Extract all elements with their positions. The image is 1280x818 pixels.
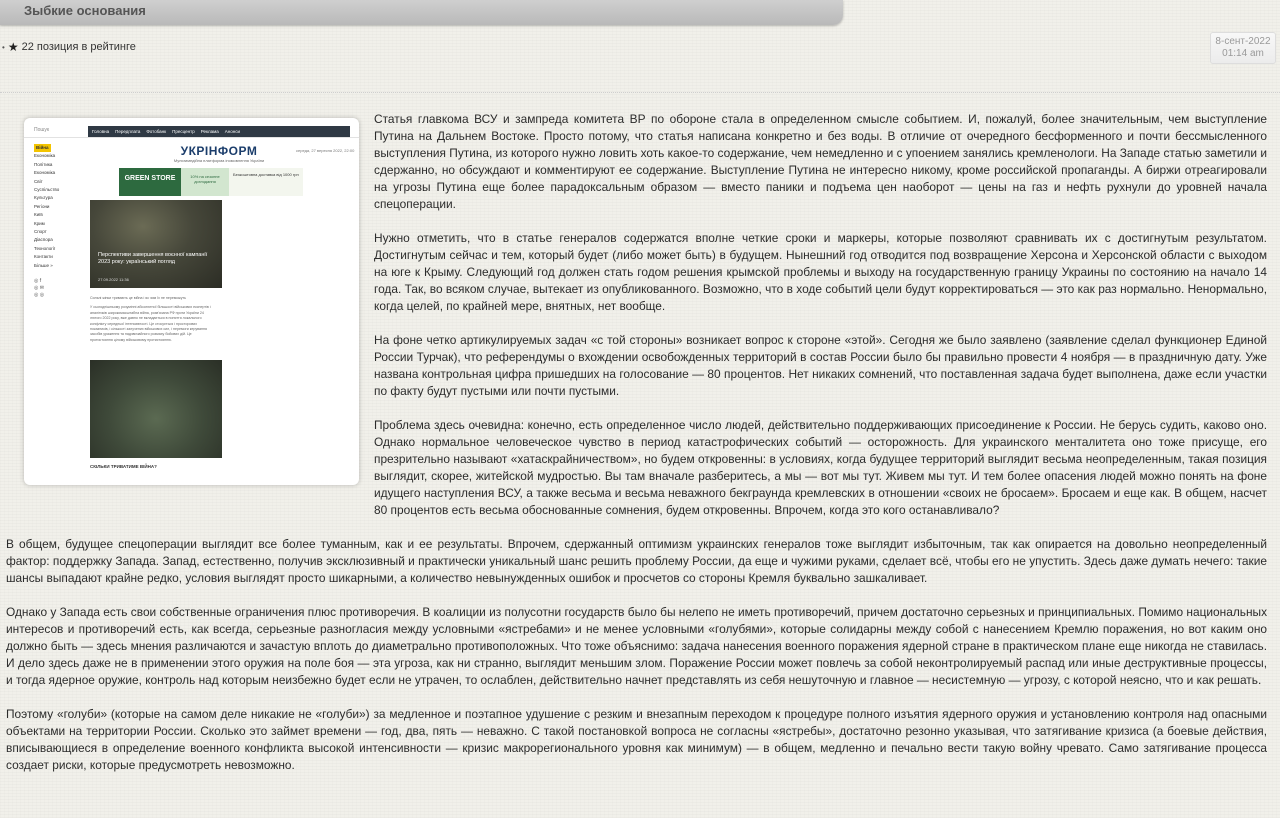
star-icon: ★ bbox=[7, 40, 19, 54]
image-ad-brand: GREEN STORE bbox=[119, 168, 181, 196]
image-text-line: лютого 2022 року, вже давно не вкладається в поняття локального bbox=[90, 316, 202, 321]
image-sidebar-item: Суспільство bbox=[34, 187, 60, 193]
divider bbox=[0, 92, 1280, 93]
image-nav-item: Анонси bbox=[224, 129, 241, 134]
rating bbox=[2, 40, 136, 54]
image-text-line: засобів ураження та надзвичайного розмаху бойових дій. Це bbox=[90, 332, 192, 337]
image-social-icons: ◎ f ◎ ✉ ◎ ◎ bbox=[34, 278, 45, 298]
article-body bbox=[6, 111, 1267, 791]
image-photo2-caption: СКІЛЬКИ ТРИВАТИМЕ ВІЙНА? bbox=[90, 464, 157, 469]
image-spacer bbox=[6, 111, 374, 503]
article-paragraph: Однако у Запада есть свои собственные ограничения плюс противоречия. В коалиции из полусотни государств было бы нелепо не иметь противоречий, причем достаточно серьезных и принципиальных. Помимо национальных интересов и противоречий есть, как всегда, серьезные разногласия между условными «ястребами» и не менее условными «голубями», которые солидарны между собой с нанесением Кремлю поражения, но вот каким оно должно быть — здесь мнения различаются и зачастую вплоть до диаметрально противоположных. Что тоже объяснимо: задача нанесения военного поражения ядерной стране в практическом плане еще никогда не ставилась. И дело здесь даже не в применении этого оружия на поле боя — эта угроза, как ни странно, выглядит меньшим злом. Поражение России может повлечь за собой неконтролируемый распад или иные деструктивные процессы, и тогда ядерное оружие, контроль над которым неизбежно будет если не утрачен, то ослаблен, действительно начнет представлять из себя нешуточную и главное — несистемную — угрозу, с которой неясно, что и как решать. bbox=[6, 605, 1268, 687]
image-nav-item: Передплата bbox=[115, 129, 141, 134]
title-bar bbox=[0, 0, 843, 25]
image-search: Пошук bbox=[34, 127, 50, 133]
image-intro: Сильні жінки тривають це війна і як чим їх не переможуть bbox=[90, 296, 187, 300]
article-paragraph: На фоне четко артикулируемых задач «с той стороны» возникает вопрос к стороне «этой». Сегодня же было заявлено (заявление сделал функционер Единой России Турчак), что референдумы о вхождении освобожденных территорий в состав России было бы правильно провести 4 ноября — в праздничную дату. Уже названа контрольная цифра пришедших на голосование — 80 процентов. Нет никаких сомнений, что поставленная задача будет выполнена, даже если участки по факту будут пустыми или почти пустыми. bbox=[374, 333, 1267, 398]
image-sidebar-item: Діаспора bbox=[34, 237, 53, 243]
article-paragraph: Проблема здесь очевидна: конечно, есть определенное число людей, действительно поддерживающих присоединение к России. Не берусь судить, каково оно. Однако нормальное человеческое чувство в период катастрофических событий — осторожность. Для украинского менталитета оно тоже присуще, его презрительно называют «хатаскрайничеством», но будем откровенны: в условиях, когда будущее территорий выглядит весьма неопределенным, такая позиция выглядит, скорее, житейской мудростью. Вы там вначале разберитесь, а мы — вот мы тут. Живем мы тут. И тем более опасения людей можно понять на фоне идущего наступления ВСУ, а также весьма и весьма неважного бекграунда кремлевских в отношении «своих не бросаем». Бросаем и еще как. В общем, насчет 80 процентов есть весьма обоснованные сомнения, будем откровенны. Впрочем, когда это кого останавливало? bbox=[374, 418, 1267, 517]
image-nav-item: Фотобанк bbox=[146, 129, 167, 134]
image-nav-item: Реклама bbox=[200, 129, 219, 134]
image-sidebar-item: Контакти bbox=[34, 254, 53, 260]
image-sidebar-item: Крим bbox=[34, 220, 45, 226]
image-nav-item: Пресцентр bbox=[172, 129, 195, 134]
post-date-day: 8-сент-2022 bbox=[1215, 36, 1271, 47]
image-ad-middle: 10% на сезонне доглядання bbox=[181, 168, 229, 196]
image-sidebar-item: Київ bbox=[34, 212, 43, 218]
image-sidebar-item: Політика bbox=[34, 161, 53, 167]
image-sidebar-item: Регіони bbox=[34, 203, 50, 209]
page-title: Зыбкие основания bbox=[24, 3, 146, 18]
article-paragraph: В общем, будущее спецоперации выглядит все более туманным, как и ее результаты. Впрочем, сдержанный оптимизм украинских генералов тоже выглядит избыточным, так как опирается на довольно неопределенный фактор: поддержку Запада. Запад, естественно, получив эксклюзивный и практически уникальный шанс решить проблему России, да еще и чужими руками, сделает всё, чтобы его не упустить. Здесь даже думать нечего: такие шансы выпадают крайне редко, условия выглядят просто шикарными, а количество невынужденных ошибок и просчетов со стороны Кремля буквально зашкаливает. bbox=[6, 537, 1267, 585]
image-sidebar-item: Економіка bbox=[34, 170, 56, 176]
rating-text: 22 позиция в рейтинге bbox=[21, 41, 136, 53]
image-photo-date: 27.09.2022 11:36 bbox=[98, 277, 129, 282]
article-paragraph: Статья главкома ВСУ и зампреда комитета ВР по обороне стала в определенном смысле событием. И, пожалуй, более значительным, чем выступление Путина на Дальнем Востоке. Просто потому, что статья написана конкретно и без воды. В отличие от очередного бесформенного и почти бессмысленного выступления Путина, из которого нужно ловить хоть какое-то содержание, чем немедленно и с упоением занялись кремленологи. На Западе статью заметили и сдержанно, но обсуждают и комментируют ее содержание. Выступление Путина не интересно никому, кроме российской пропаганды. А биржи отреагировали на угрозы Путина еще более парадоксальным образом — вместо паники и подъема цен наоборот — цены на газ и нефть рухнули до уровней начала спецоперации. bbox=[374, 112, 1267, 211]
bullet-dot: • bbox=[2, 42, 5, 52]
article-paragraph: Нужно отметить, что в статье генералов содержатся вполне четкие сроки и маркеры, которые позволяют сравнивать их с достигнутым результатом. Достигнутым сейчас и тем, который будет (либо может быть) в будущем. Нынешний год отводится под возвращение Херсона и Херсонской области с выходом на юге к Крыму. Следующий год должен стать годом решения крымской проблемы и выходу на государственную границу Украины по состоянию на начало 14 года. Так, во всяком случае, вытекает из опубликованного. Возможно, что в ходе событий цели будут корректироваться — это как раз нормально. Ненормально, когда целей, по крайней мере, внятных, нет вообще. bbox=[374, 231, 1267, 313]
image-sidebar-item: Економіка bbox=[34, 153, 56, 159]
post-date-time: 01:14 am bbox=[1222, 48, 1264, 59]
image-tagline: Мультимедійна платформа іномовлення України bbox=[173, 158, 265, 163]
image-sidebar-item: Спорт bbox=[34, 229, 47, 235]
image-sidebar-item: Культура bbox=[34, 195, 53, 201]
image-ad-right: Безкоштовна доставка від 1000 грн bbox=[229, 168, 303, 196]
image-text-line: протистояння цілому військовому протистоянню. bbox=[90, 337, 172, 342]
image-text-line: У сьогоднішньому розумінні абсолютної більшості військових експертів і bbox=[90, 305, 211, 310]
image-text-line: конфлікту середньої інтенсивності. Це стосується і просторових bbox=[90, 321, 198, 326]
image-nav-item: Головна bbox=[92, 129, 110, 134]
article-paragraph: Поэтому «голуби» (которые на самом деле никакие не «голуби») за медленное и поэтапное удушение с резким и внезапным переходом к процедуре полного изъятия ядерного оружия и установлению контроля над опасными объектами на территории России. Сколько это займет времени — год, два, пять — неважно. С такой постановкой вопроса не согласны «ястребы», достаточно резонно указывая, что затягивание кризиса (а боевые действия, вписывающиеся в определение военного конфликта высокой интенсивности — кризис макрорегионального уровня как минимум) — в общем, медленно и печально вести такую войну чревато. Само затягивание процесса создает риски, которые предусмотреть невозможно. bbox=[6, 707, 1267, 772]
image-text-line: показників, і кількості залучених військових сил, і перемоги керування bbox=[90, 327, 207, 332]
image-sidebar-item: Технології bbox=[34, 245, 56, 251]
image-logo-text: УКРІНФОРМ bbox=[180, 144, 258, 158]
image-sidebar-item: Більше » bbox=[34, 262, 53, 268]
post-date bbox=[1210, 32, 1276, 64]
image-date: середа, 27 вересня 2022, 22:00 bbox=[296, 148, 355, 153]
image-photo-caption: Перспективи завершення воєнної кампанії 2023 року: український погляд bbox=[98, 252, 208, 265]
image-sidebar-item: Світ bbox=[34, 178, 43, 184]
image-text-line: аналітиків широкомасштабна війна, розв'язана РФ проти України 24 bbox=[90, 310, 204, 315]
image-sidebar-item: Війна bbox=[34, 144, 51, 152]
